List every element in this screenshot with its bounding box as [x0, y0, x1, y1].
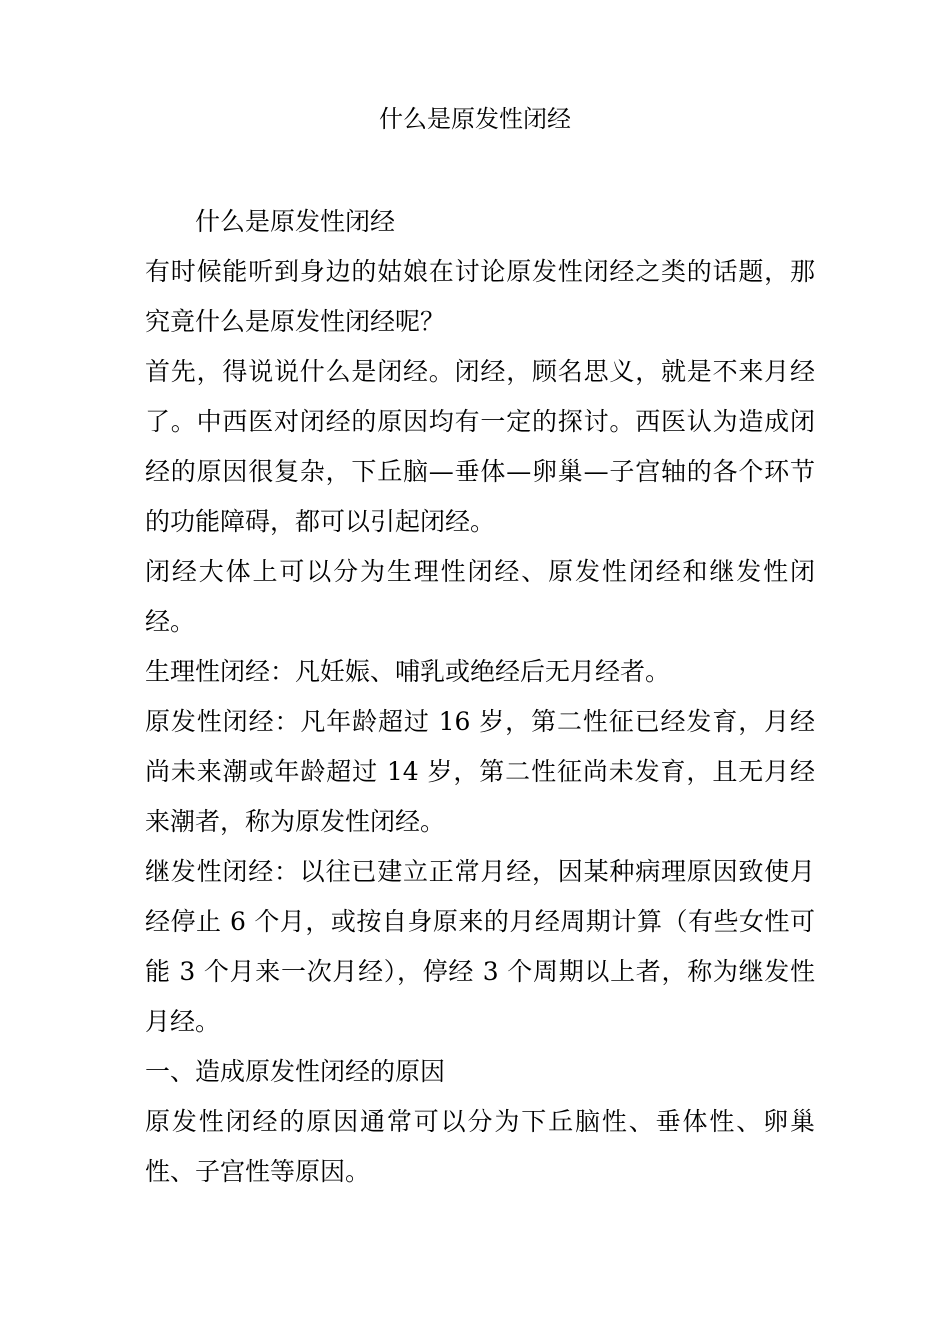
- causes-paragraph: 原发性闭经的原因通常可以分为下丘脑性、垂体性、卵巢性、子宫性等原因。: [145, 1107, 815, 1186]
- section-heading: 一、造成原发性闭经的原因: [145, 1057, 446, 1086]
- classification-paragraph: 闭经大体上可以分为生理性闭经、原发性闭经和继发性闭经。: [145, 557, 815, 636]
- document-title: 什么是原发性闭经: [379, 105, 571, 133]
- physiological-paragraph: 生理性闭经：凡妊娠、哺乳或绝经后无月经者。: [145, 657, 671, 686]
- primary-paragraph: 原发性闭经：凡年龄超过 16 岁，第二性征已经发育，月经尚未来潮或年龄超过 14 岁，第二性征尚未发育，且无月经来潮者，称为原发性闭经。: [145, 707, 815, 836]
- subheading-paragraph: 什么是原发性闭经: [195, 207, 396, 236]
- document-body: [145, 197, 815, 1197]
- amenorrhea-definition-paragraph: 首先，得说说什么是闭经。闭经，顾名思义，就是不来月经了。中西医对闭经的原因均有一定的探讨。西医认为造成闭经的原因很复杂，下丘脑—垂体—卵巢—子宫轴的各个环节的功能障碍，都可以引起闭经。: [145, 357, 815, 536]
- secondary-paragraph: 继发性闭经：以往已建立正常月经，因某种病理原因致使月经停止 6 个月，或按自身原来的月经周期计算（有些女性可能 3 个月来一次月经），停经 3 个周期以上者，称为继发性月经。: [145, 857, 815, 1036]
- intro-paragraph: 有时候能听到身边的姑娘在讨论原发性闭经之类的话题，那究竟什么是原发性闭经呢？: [145, 257, 815, 336]
